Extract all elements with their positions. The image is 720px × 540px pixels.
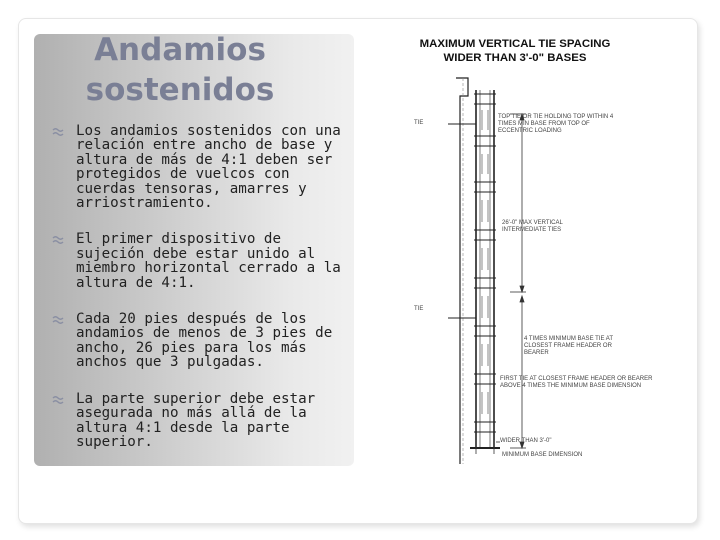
bullet-wave-icon	[52, 315, 66, 324]
label-intermediate: 26'-0" MAX VERTICAL INTERMEDIATE TIES	[502, 220, 563, 233]
bullet-list	[52, 124, 352, 471]
slide-title-line-1: Andamios	[94, 32, 266, 68]
bullet-text: Cada 20 pies después de los andamios de menos de 3 pies de ancho, 26 pies para los más anchos que 3 pulgadas.	[76, 311, 333, 371]
frame-braces	[482, 110, 488, 414]
bullet-text: La parte superior debe estar asegurada no más allá de la altura 4:1 desde la parte superior.	[76, 390, 316, 450]
bullet-item	[52, 392, 352, 450]
frame-headers	[474, 94, 496, 432]
bullet-wave-icon	[52, 395, 66, 404]
tie-spacing-diagram	[398, 34, 690, 464]
scaffold-drawing	[398, 34, 690, 464]
bullet-item	[52, 124, 352, 210]
label-top-tie: TOP TIE OR TIE HOLDING TOP WITHIN 4 TIMES MIN BASE FROM TOP OF ECCENTRIC LOADING	[498, 114, 614, 134]
bullet-wave-icon	[52, 127, 66, 136]
bullet-text: Los andamios sostenidos con una relación entre ancho de base y altura de más de 4:1 deben ser protegidos de vuelcos con cuerdas tensoras, amarres y arriostramiento.	[76, 123, 341, 212]
bullet-wave-icon	[52, 235, 66, 244]
diagram-title-line-1: MAXIMUM VERTICAL TIE SPACING	[419, 38, 611, 50]
slide-title	[80, 30, 280, 110]
label-tie-mid: TIE	[414, 306, 424, 312]
label-tie-top: TIE	[414, 120, 424, 126]
label-wider: WIDER THAN 3'-0"	[500, 438, 552, 444]
bullet-item	[52, 232, 352, 290]
dimension-lines	[476, 114, 526, 454]
diagram-title-line-2: WIDER THAN 3'-0" BASES	[443, 52, 587, 64]
label-first-tie: FIRST TIE AT CLOSEST FRAME HEADER OR BEARER ABOVE 4 TIMES THE MINIMUM BASE DIMENSION	[500, 376, 653, 389]
wall-outline	[456, 78, 468, 464]
bullet-item	[52, 312, 352, 370]
label-four-times: 4 TIMES MINIMUM BASE TIE AT CLOSEST FRAME HEADER OR BEARER	[524, 336, 613, 356]
label-min-base: MINIMUM BASE DIMENSION	[502, 452, 583, 458]
slide-title-line-2: sostenidos	[85, 72, 275, 108]
bullet-text: El primer dispositivo de sujeción debe estar unido al miembro horizontal cerrado a la altura de 4:1.	[76, 231, 341, 291]
